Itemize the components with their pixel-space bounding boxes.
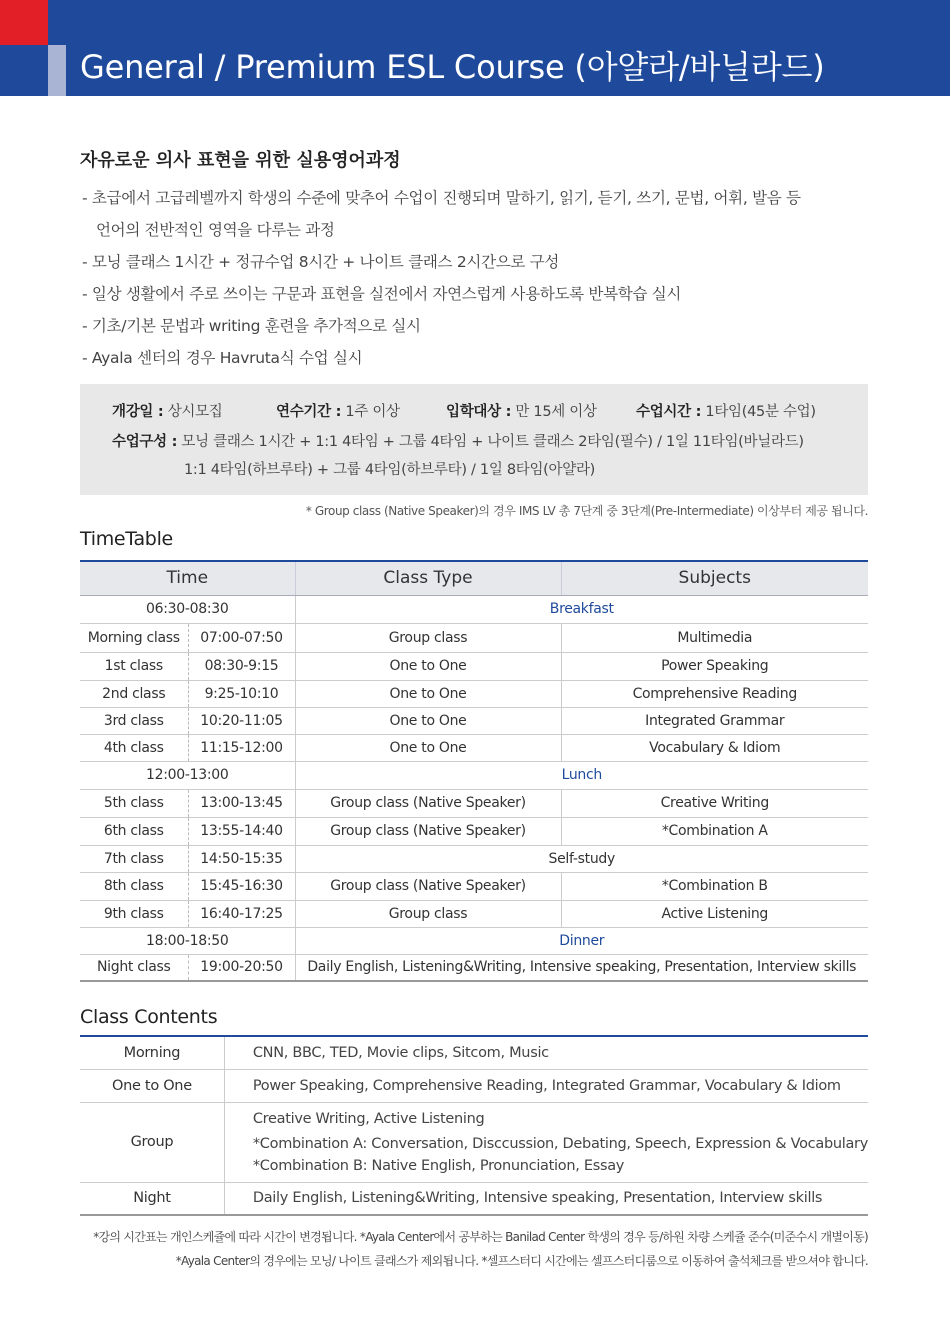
- table-row: [80, 845, 868, 872]
- table-row-night: [80, 954, 868, 981]
- table-row: [80, 900, 868, 927]
- cell-class-type: Group class (Native Speaker): [295, 817, 561, 845]
- table-row: [80, 1182, 868, 1215]
- table-row-dinner: [80, 927, 868, 954]
- group-class-note: * Group class (Native Speaker)의 경우 IMS LV 총 7단계 중 3단계(Pre-Intermediate) 이상부터 제공 됩니다.: [305, 504, 868, 518]
- content-key: Group: [80, 1102, 224, 1182]
- cell-time: 13:55-14:40: [188, 817, 295, 845]
- cell-time: 19:00-20:50: [188, 954, 295, 981]
- cell-time: 06:30-08:30: [80, 595, 295, 623]
- cell-subject: Vocabulary & Idiom: [561, 734, 868, 761]
- header-time: Time: [80, 561, 295, 595]
- info-period: 연수기간 : 1주 이상: [276, 404, 400, 420]
- header-red-block: [0, 0, 48, 45]
- bullet-item: [82, 182, 882, 246]
- cell-time: 13:00-13:45: [188, 789, 295, 817]
- cell-subject: Creative Writing: [561, 789, 868, 817]
- header-banner: [0, 0, 950, 96]
- cell-time: 07:00-07:50: [188, 623, 295, 652]
- content-value: CNN, BBC, TED, Movie clips, Sitcom, Music: [224, 1036, 868, 1069]
- cell-class-type: Group class: [295, 900, 561, 927]
- cell-subject: *Combination A: [561, 817, 868, 845]
- bullet-item: - 기초/기본 문법과 writing 훈련을 추가적으로 실시: [82, 317, 421, 335]
- table-row-lunch: [80, 761, 868, 789]
- info-target: 입학대상 : 만 15세 이상: [446, 404, 597, 420]
- intro-bullets: [82, 182, 882, 374]
- cell-meal: Lunch: [295, 761, 868, 789]
- cell-time: 10:20-11:05: [188, 707, 295, 734]
- cell-time: 18:00-18:50: [80, 927, 295, 954]
- timetable-header-row: [80, 561, 868, 595]
- bullet-text: - 초급에서 고급레벨까지 학생의 수준에 맞추어 수업이 진행되며 말하기, 읽기, 듣기, 쓰기, 문법, 어휘, 발음 등: [82, 189, 801, 207]
- cell-class-type: One to One: [295, 707, 561, 734]
- content-value: [224, 1102, 868, 1182]
- cell-meal: Breakfast: [295, 595, 868, 623]
- header-class-type: Class Type: [295, 561, 561, 595]
- table-row: [80, 1102, 868, 1182]
- cell-subject: Integrated Grammar: [561, 707, 868, 734]
- cell-subject: Comprehensive Reading: [561, 680, 868, 707]
- content-line: *Combination B: Native English, Pronunciation, Essay: [252, 1157, 625, 1174]
- intro-title: 자유로운 의사 표현을 위한 실용영어과정: [80, 150, 401, 171]
- class-contents-table: [80, 1035, 868, 1216]
- content-key: One to One: [80, 1069, 224, 1102]
- timetable-title: TimeTable: [80, 528, 173, 550]
- table-row: [80, 1069, 868, 1102]
- bullet-item: - 모닝 클래스 1시간 + 정규수업 8시간 + 나이트 클래스 2시간으로 구성: [82, 253, 560, 271]
- table-row: [80, 652, 868, 680]
- timetable: [80, 560, 868, 982]
- table-row: [80, 734, 868, 761]
- table-row: [80, 872, 868, 900]
- table-row: [80, 707, 868, 734]
- cell-meal: Dinner: [295, 927, 868, 954]
- cell-class-type: Group class (Native Speaker): [295, 789, 561, 817]
- cell-time: 16:40-17:25: [188, 900, 295, 927]
- content-line: Creative Writing, Active Listening: [252, 1110, 485, 1127]
- cell-class-label: Night class: [80, 954, 188, 981]
- footnote-1: *강의 시간표는 개인스케쥴에 따라 시간이 변경됩니다. *Ayala Center에서 공부하는 Banilad Center 학생의 경우 등/하원 차량 스케쥴 준수(미준수시 개별이동): [93, 1230, 868, 1244]
- header-subjects: Subjects: [561, 561, 868, 595]
- content-value: Daily English, Listening&Writing, Intensive speaking, Presentation, Interview skills: [224, 1182, 868, 1215]
- bullet-item: - 일상 생활에서 주로 쓰이는 구문과 표현을 실전에서 자연스럽게 사용하도록 반복학습 실시: [82, 285, 682, 303]
- content-line: *Combination A: Conversation, Disccussion, Debating, Speech, Expression & Vocabulary: [252, 1135, 868, 1152]
- content-key: Morning: [80, 1036, 224, 1069]
- cell-class-type: Group class: [295, 623, 561, 652]
- cell-class-type: One to One: [295, 734, 561, 761]
- cell-class-label: 2nd class: [80, 680, 188, 707]
- cell-class-label: Morning class: [80, 623, 188, 652]
- content-key: Night: [80, 1182, 224, 1215]
- header-light-bar: [48, 45, 66, 96]
- cell-class-type: One to One: [295, 680, 561, 707]
- cell-time: 08:30-9:15: [188, 652, 295, 680]
- cell-time: 12:00-13:00: [80, 761, 295, 789]
- cell-class-label: 3rd class: [80, 707, 188, 734]
- info-open: 개강일 : 상시모집: [112, 404, 223, 420]
- cell-class-label: 5th class: [80, 789, 188, 817]
- content-value: Power Speaking, Comprehensive Reading, Integrated Grammar, Vocabulary & Idiom: [224, 1069, 868, 1102]
- info-row-1: [112, 400, 852, 420]
- info-row-3: 1:1 4타임(하브루타) + 그룹 4타임(하브루타) / 1일 8타임(아얄라): [184, 462, 596, 478]
- info-row-2: 수업구성 : 모닝 클래스 1시간 + 1:1 4타임 + 그룹 4타임 + 나이트 클래스 2타임(필수) / 1일 11타임(바닐라드): [112, 434, 804, 450]
- cell-night-subjects: Daily English, Listening&Writing, Intensive speaking, Presentation, Interview skills: [295, 954, 868, 981]
- cell-class-type: One to One: [295, 652, 561, 680]
- cell-subject: *Combination B: [561, 872, 868, 900]
- cell-class-label: 4th class: [80, 734, 188, 761]
- cell-time: 14:50-15:35: [188, 845, 295, 872]
- cell-class-label: 7th class: [80, 845, 188, 872]
- cell-class-type: Group class (Native Speaker): [295, 872, 561, 900]
- cell-subject: Power Speaking: [561, 652, 868, 680]
- table-row: [80, 1036, 868, 1069]
- bullet-item: - Ayala 센터의 경우 Havruta식 수업 실시: [82, 349, 363, 367]
- info-hours: 수업시간 : 1타임(45분 수업): [636, 404, 816, 420]
- cell-time: 9:25-10:10: [188, 680, 295, 707]
- cell-time: 15:45-16:30: [188, 872, 295, 900]
- footnote-2: *Ayala Center의 경우에는 모닝/ 나이트 클래스가 제외됩니다. *셀프스터디 시간에는 셀프스터디룸으로 이동하여 출석체크를 받으셔야 합니다.: [175, 1254, 868, 1268]
- table-row: [80, 680, 868, 707]
- cell-class-label: 1st class: [80, 652, 188, 680]
- cell-class-label: 9th class: [80, 900, 188, 927]
- table-row: [80, 789, 868, 817]
- table-row-breakfast: [80, 595, 868, 623]
- table-row: [80, 817, 868, 845]
- cell-class-label: 8th class: [80, 872, 188, 900]
- table-row: [80, 623, 868, 652]
- page-title: General / Premium ESL Course (아얄라/바닐라드): [80, 48, 825, 86]
- cell-subject: Active Listening: [561, 900, 868, 927]
- bullet-text-cont: 언어의 전반적인 영역을 다루는 과정: [96, 221, 335, 239]
- class-contents-title: Class Contents: [80, 1006, 218, 1028]
- cell-self-study: Self-study: [295, 845, 868, 872]
- cell-time: 11:15-12:00: [188, 734, 295, 761]
- cell-subject: Multimedia: [561, 623, 868, 652]
- course-info-box: [80, 384, 868, 495]
- cell-class-label: 6th class: [80, 817, 188, 845]
